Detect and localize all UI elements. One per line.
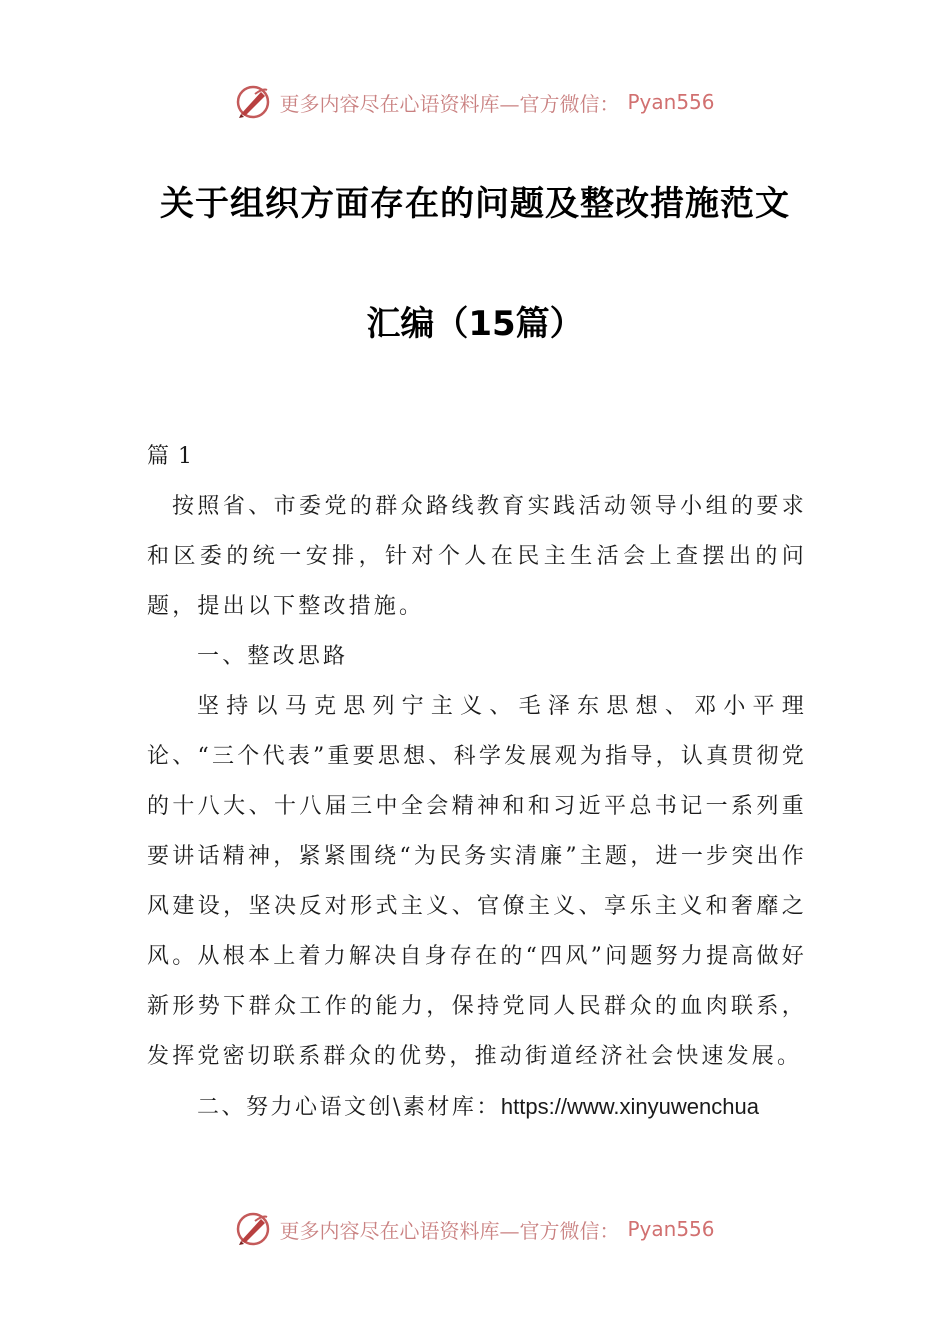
source-url[interactable]: https://www.xinyuwenchua bbox=[500, 1094, 759, 1119]
document-title-line-1: 关于组织方面存在的问题及整改措施范文 bbox=[160, 184, 790, 224]
paragraph-intro: 按照省、市委党的群众路线教育实践活动领导小组的要求和区委的统一安排，针对个人在民主生活会上查摆出的问题，提出以下整改措施。 bbox=[147, 494, 807, 619]
paragraph-body-1: 坚持以马克思列宁主义、毛泽东思想、邓小平理论、“三个代表”重要思想、科学发展观为指导，认真贯彻党的十八大、十八届三中全会精神和和习近平总书记一系列重要讲话精神，紧紧围绕“为民务实清廉”主题，进一步突出作风建设，坚决反对形式主义、官僚主义、享乐主义和奢靡之风。从根本上着力解决自身存在的“四风”问题努力提高做好新形势下群众工作的能力，保持党同人民群众的血肉联系，发挥党密切联系群众的优势，推动街道经济社会快速发展。 bbox=[147, 694, 807, 1069]
watermark-wechat-id: Pyan556 bbox=[627, 1217, 715, 1241]
watermark-text: 更多内容尽在心语资料库—官方微信： bbox=[279, 1218, 620, 1243]
document-body bbox=[147, 432, 807, 1133]
watermark-banner-bottom bbox=[0, 1207, 950, 1251]
document-title-line-2: 汇编（15篇） bbox=[366, 304, 584, 344]
heading-2-text: 二、努力心语文创\素材库： bbox=[197, 1095, 501, 1120]
section-label: 篇 1 bbox=[147, 444, 193, 469]
pen-circle-logo-icon bbox=[235, 1211, 271, 1247]
watermark-text: 更多内容尽在心语资料库—官方微信： bbox=[279, 91, 620, 116]
paragraph-heading-1: 一、整改思路 bbox=[197, 644, 349, 669]
paragraph-heading-2 bbox=[147, 1082, 807, 1133]
pen-circle-logo-icon bbox=[235, 84, 271, 120]
watermark-banner-top bbox=[0, 80, 950, 124]
watermark-wechat-id: Pyan556 bbox=[627, 90, 715, 114]
